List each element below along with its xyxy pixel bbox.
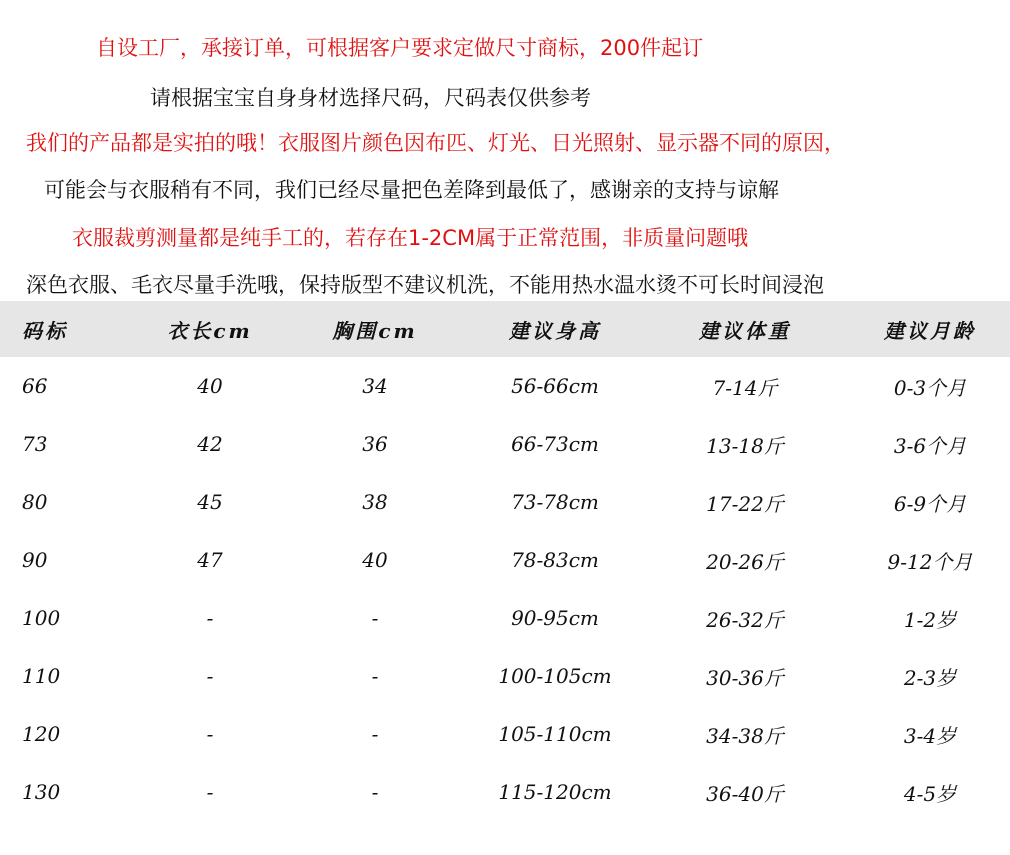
- header-height: 建议身高: [509, 318, 601, 343]
- cell-height: 66-73cm: [511, 432, 599, 456]
- cell-chest: 36: [362, 432, 388, 456]
- notice-color-difference-cont: 可能会与衣服稍有不同，我们已经尽量把色差降到最低了，感谢亲的支持与谅解: [44, 178, 779, 202]
- cell-length: 42: [197, 432, 223, 456]
- cell-size: 66: [22, 374, 48, 398]
- notice-size-reference: 请根据宝宝自身身材选择尺码，尺码表仅供参考: [150, 86, 591, 110]
- cell-length: -: [206, 664, 214, 688]
- notice-washing-instructions: 深色衣服、毛衣尽量手洗哦，保持版型不建议机洗，不能用热水温水烫不可长时间浸泡: [26, 273, 824, 297]
- cell-size: 120: [22, 722, 61, 746]
- notice-factory: 自设工厂，承接订单，可根据客户要求定做尺寸商标，200件起订: [96, 36, 704, 60]
- cell-length: 45: [197, 490, 223, 514]
- cell-chest: -: [371, 664, 379, 688]
- cell-weight: 13-18斤: [706, 433, 784, 458]
- cell-weight: 30-36斤: [706, 665, 784, 690]
- size-table: [0, 301, 1010, 821]
- cell-weight: 26-32斤: [706, 607, 784, 632]
- cell-age: 1-2岁: [903, 607, 957, 632]
- header-size-label: 码标: [22, 318, 68, 343]
- cell-weight: 34-38斤: [706, 723, 784, 748]
- cell-height: 56-66cm: [511, 374, 599, 398]
- table-row: [0, 763, 1010, 821]
- cell-age: 4-5岁: [903, 781, 957, 806]
- cell-size: 110: [22, 664, 61, 688]
- table-row: [0, 415, 1010, 473]
- cell-size: 80: [22, 490, 48, 514]
- table-row: [0, 589, 1010, 647]
- notice-measurement-tolerance: 衣服裁剪测量都是纯手工的，若存在1-2CM属于正常范围，非质量问题哦: [72, 226, 749, 250]
- cell-age: 6-9个月: [893, 491, 967, 516]
- size-table-header: [0, 301, 1010, 357]
- header-chest: 胸围cm: [332, 318, 418, 343]
- cell-weight: 36-40斤: [706, 781, 784, 806]
- cell-chest: -: [371, 722, 379, 746]
- cell-length: -: [206, 780, 214, 804]
- cell-length: -: [206, 606, 214, 630]
- table-row: [0, 705, 1010, 763]
- cell-age: 0-3个月: [893, 375, 967, 400]
- cell-chest: -: [371, 606, 379, 630]
- cell-chest: -: [371, 780, 379, 804]
- cell-chest: 34: [362, 374, 388, 398]
- cell-height: 105-110cm: [498, 722, 612, 746]
- cell-size: 73: [22, 432, 48, 456]
- cell-height: 90-95cm: [511, 606, 599, 630]
- cell-length: 40: [197, 374, 223, 398]
- cell-age: 2-3岁: [903, 665, 957, 690]
- notice-color-difference: 我们的产品都是实拍的哦！衣服图片颜色因布匹、灯光、日光照射、显示器不同的原因，: [26, 131, 845, 155]
- cell-age: 3-6个月: [893, 433, 967, 458]
- cell-weight: 7-14斤: [712, 375, 778, 400]
- table-row: [0, 531, 1010, 589]
- cell-length: 47: [197, 548, 223, 572]
- cell-chest: 40: [362, 548, 388, 572]
- cell-height: 78-83cm: [511, 548, 599, 572]
- size-table-body: [0, 357, 1010, 821]
- header-weight: 建议体重: [699, 318, 791, 343]
- cell-height: 73-78cm: [511, 490, 599, 514]
- cell-size: 130: [22, 780, 61, 804]
- header-length: 衣长cm: [167, 318, 253, 343]
- cell-chest: 38: [362, 490, 388, 514]
- cell-size: 100: [22, 606, 61, 630]
- cell-size: 90: [22, 548, 48, 572]
- cell-weight: 17-22斤: [706, 491, 784, 516]
- cell-age: 9-12个月: [887, 549, 973, 574]
- cell-height: 115-120cm: [498, 780, 612, 804]
- table-row: [0, 357, 1010, 415]
- cell-height: 100-105cm: [498, 664, 612, 688]
- table-row: [0, 647, 1010, 705]
- cell-length: -: [206, 722, 214, 746]
- cell-weight: 20-26斤: [706, 549, 784, 574]
- header-age: 建议月龄: [884, 318, 976, 343]
- table-row: [0, 473, 1010, 531]
- cell-age: 3-4岁: [903, 723, 957, 748]
